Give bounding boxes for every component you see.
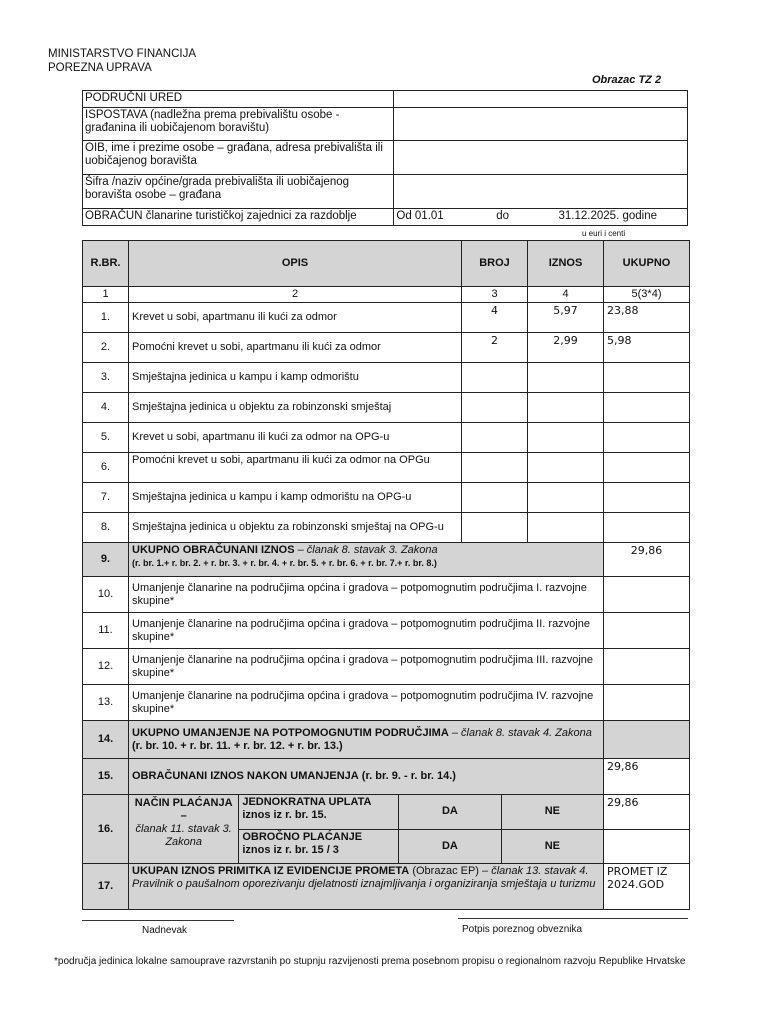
row-number: 16. <box>83 795 129 864</box>
turnover-form: (Obrazac EP) <box>412 865 479 877</box>
row-desc: Pomoćni krevet u sobi, apartmanu ili kući za odmor <box>129 333 462 363</box>
oib-field[interactable] <box>394 141 688 175</box>
table-row <box>83 453 690 483</box>
col-ukupno: UKUPNO <box>604 241 690 287</box>
date-label: Nadnevak <box>142 925 188 936</box>
table-row <box>83 423 690 453</box>
turnover-value-2: 2024.GOD <box>607 878 665 891</box>
total-law: – članak 8. stavak 3. Zakona <box>297 544 438 556</box>
reduction-total-row <box>83 721 690 759</box>
row-iznos[interactable] <box>528 423 604 453</box>
installment-label <box>239 829 399 863</box>
installment-da[interactable]: DA <box>399 829 502 863</box>
row-broj[interactable]: 4 <box>462 303 528 333</box>
date-line <box>82 920 234 921</box>
oib-label: OIB, ime i prezime osobe – građana, adresa prebivališta ili uobičajenog boravišta <box>83 141 394 175</box>
calculation-table <box>82 240 690 910</box>
row-number: 10. <box>83 577 129 613</box>
row-ukupno[interactable] <box>604 363 690 393</box>
row-ukupno[interactable] <box>604 649 690 685</box>
payment-row <box>83 795 690 830</box>
row-ukupno[interactable] <box>604 423 690 453</box>
once-ne[interactable]: NE <box>501 795 603 829</box>
table-row <box>83 333 690 363</box>
row-number: 11. <box>83 613 129 649</box>
row-broj[interactable] <box>462 483 528 513</box>
form-code: Obrazac TZ 2 <box>592 74 662 86</box>
row-number: 4. <box>83 393 129 423</box>
turnover-desc <box>129 864 604 910</box>
table-row <box>83 613 690 649</box>
unit-note: u euri i centi <box>582 229 626 238</box>
col-rbr: R.BR. <box>83 241 129 287</box>
once-label <box>239 795 399 829</box>
total-formula: (r. br. 1.+ r. br. 2. + r. br. 3. + r. br. 4. + r. br. 5. + r. br. 6. + r. br. 7.+ r. br. 8.) <box>132 558 437 568</box>
once-title: JEDNOKRATNA UPLATA <box>242 796 372 808</box>
payment-method-title: NAČIN PLAĆANJA – <box>134 797 233 822</box>
col-num-3: 3 <box>462 287 528 303</box>
signature-line <box>458 918 688 919</box>
regional-office-label: PODRUČNI URED <box>83 91 394 108</box>
turnover-value[interactable] <box>604 864 690 910</box>
row-number: 3. <box>83 363 129 393</box>
row-iznos[interactable] <box>528 363 604 393</box>
reduction-total-ukupno[interactable] <box>604 721 690 759</box>
branch-label: ISPOSTAVA (nadležna prema prebivalištu osobe - građanina ili uobičajenom boravištu) <box>83 108 394 141</box>
row-number: 17. <box>83 864 129 910</box>
turnover-law: – članak 13. stavak 4. Pravilnik o paušalnom oporezivanju djelatnosti iznajmljivanja i organiziranja smještaja u turizmu <box>132 865 596 890</box>
total-title: UKUPNO OBRAČUNANI IZNOS <box>132 544 295 556</box>
row-broj[interactable] <box>462 513 528 543</box>
row-iznos[interactable]: 2,99 <box>528 333 604 363</box>
table-row <box>83 577 690 613</box>
installment-ne[interactable]: NE <box>501 829 603 863</box>
reduction-total-formula: (r. br. 10. + r. br. 11. + r. br. 12. + r. br. 13.) <box>132 739 343 752</box>
net-total-ukupno[interactable]: 29,86 <box>604 759 690 795</box>
row-ukupno[interactable] <box>604 685 690 721</box>
total-ukupno[interactable]: 29,86 <box>604 543 690 577</box>
col-num-4: 4 <box>528 287 604 303</box>
col-broj: BROJ <box>462 241 528 287</box>
row-desc: Umanjenje članarine na područjima općina i gradova – potpomognutim područjima I. razvojne skupine* <box>129 577 604 613</box>
ministry-name: MINISTARSTVO FINANCIJA <box>48 48 197 60</box>
row-desc: Umanjenje članarine na područjima općina i gradova – potpomognutim područjima IV. razvojne skupine* <box>129 685 604 721</box>
row-desc: Smještajna jedinica u kampu i kamp odmorištu <box>129 363 462 393</box>
issuer-block <box>48 47 196 75</box>
row-number: 5. <box>83 423 129 453</box>
row-desc: Krevet u sobi, apartmanu ili kući za odmor <box>129 303 462 333</box>
table-row <box>83 363 690 393</box>
net-total-desc <box>129 759 604 795</box>
row-iznos[interactable]: 5,97 <box>528 303 604 333</box>
row-broj[interactable] <box>462 393 528 423</box>
period-to[interactable]: 31.12.2025. godine <box>528 209 688 226</box>
municipality-field[interactable] <box>394 175 688 209</box>
row-number: 15. <box>83 759 129 795</box>
row-ukupno[interactable] <box>604 453 690 483</box>
row-desc: Krevet u sobi, apartmanu ili kući za odmor na OPG-u <box>129 423 462 453</box>
payment-inner <box>129 795 603 863</box>
table-row <box>83 393 690 423</box>
row-number: 7. <box>83 483 129 513</box>
net-total-formula: (r. br. 9. - r. br. 14.) <box>361 770 456 782</box>
row-ukupno[interactable] <box>604 483 690 513</box>
row-broj[interactable]: 2 <box>462 333 528 363</box>
once-da[interactable]: DA <box>399 795 502 829</box>
payment-ukupno[interactable]: 29,86 <box>604 795 690 830</box>
total-desc <box>129 543 604 577</box>
total-row <box>83 543 690 577</box>
branch-field[interactable] <box>394 108 688 141</box>
table-row <box>83 483 690 513</box>
footnote: *područja jedinica lokalne samouprave razvrstanih po stupnju razvijenosti prema posebnom propisu o regionalnom razvoju Republike Hrvatske <box>54 956 686 967</box>
header-table <box>82 90 688 226</box>
period-from[interactable]: Od 01.01 <box>394 209 478 226</box>
reduction-total-title: UKUPNO UMANJENJE NA POTPOMOGNUTIM PODRUČJIMA <box>132 726 449 739</box>
period-label: OBRAČUN članarine turističkoj zajednici za razdoblje <box>83 209 394 226</box>
row-number: 14. <box>83 721 129 759</box>
reduction-total-law: – članak 8. stavak 4. Zakona <box>451 726 592 739</box>
payment-cell <box>129 795 604 864</box>
row-iznos[interactable] <box>528 483 604 513</box>
net-total-title: OBRAČUNANI IZNOS NAKON UMANJENJA <box>132 770 359 782</box>
row-number: 1. <box>83 303 129 333</box>
regional-office-field[interactable] <box>394 91 688 108</box>
turnover-row <box>83 864 690 910</box>
payment-method-law: članak 11. stavak 3. Zakona <box>135 823 232 848</box>
row-number: 13. <box>83 685 129 721</box>
row-desc: Umanjenje članarine na područjima općina i gradova – potpomognutim područjima III. razvojne skupine* <box>129 649 604 685</box>
payment-ukupno-2[interactable] <box>604 829 690 864</box>
table-row <box>83 685 690 721</box>
row-number: 9. <box>83 543 129 577</box>
authority-name: POREZNA UPRAVA <box>48 62 152 74</box>
row-ukupno[interactable] <box>604 393 690 423</box>
row-ukupno[interactable]: 23,88 <box>604 303 690 333</box>
col-num-1: 1 <box>83 287 129 303</box>
col-opis: OPIS <box>129 241 462 287</box>
row-broj[interactable] <box>462 363 528 393</box>
municipality-label: Šifra /naziv općine/grada prebivališta ili uobičajenog boravišta osobe – građana <box>83 175 394 209</box>
row-number: 6. <box>83 453 129 483</box>
payment-method-label <box>129 795 239 863</box>
table-row <box>83 303 690 333</box>
row-number: 8. <box>83 513 129 543</box>
col-iznos: IZNOS <box>528 241 604 287</box>
row-ukupno[interactable] <box>604 577 690 613</box>
turnover-title: UKUPAN IZNOS PRIMITKA IZ EVIDENCIJE PROMETA <box>132 865 410 877</box>
row-iznos[interactable] <box>528 453 604 483</box>
row-desc: Umanjenje članarine na područjima općina i gradova – potpomognutim područjima II. razvojne skupine* <box>129 613 604 649</box>
col-num-2: 2 <box>129 287 462 303</box>
row-broj[interactable] <box>462 453 528 483</box>
reduction-total-desc <box>129 721 604 759</box>
row-broj[interactable] <box>462 423 528 453</box>
row-number: 2. <box>83 333 129 363</box>
row-ukupno[interactable] <box>604 613 690 649</box>
row-iznos[interactable] <box>528 513 604 543</box>
table-row <box>83 513 690 543</box>
row-ukupno[interactable]: 5,98 <box>604 333 690 363</box>
net-total-row <box>83 759 690 795</box>
installment-title: OBROČNO PLAĆANJE <box>242 830 363 843</box>
installment-ref: iznos iz r. br. 15 / 3 <box>242 843 339 856</box>
row-ukupno[interactable] <box>604 513 690 543</box>
col-num-5: 5(3*4) <box>604 287 690 303</box>
turnover-value-1: PROMET IZ <box>607 865 668 878</box>
period-to-label: do <box>478 209 528 226</box>
table-row <box>83 649 690 685</box>
row-desc: Smještajna jedinica u objektu za robinzonski smještaj <box>129 393 462 423</box>
once-ref: iznos iz r. br. 15. <box>242 809 327 821</box>
signature-label: Potpis poreznog obveznika <box>462 924 583 935</box>
row-desc: Smještajna jedinica u objektu za robinzonski smještaj na OPG-u <box>129 513 462 543</box>
row-iznos[interactable] <box>528 393 604 423</box>
row-desc: Pomoćni krevet u sobi, apartmanu ili kući za odmor na OPGu <box>129 453 462 483</box>
row-number: 12. <box>83 649 129 685</box>
row-desc: Smještajna jedinica u kampu i kamp odmorištu na OPG-u <box>129 483 462 513</box>
